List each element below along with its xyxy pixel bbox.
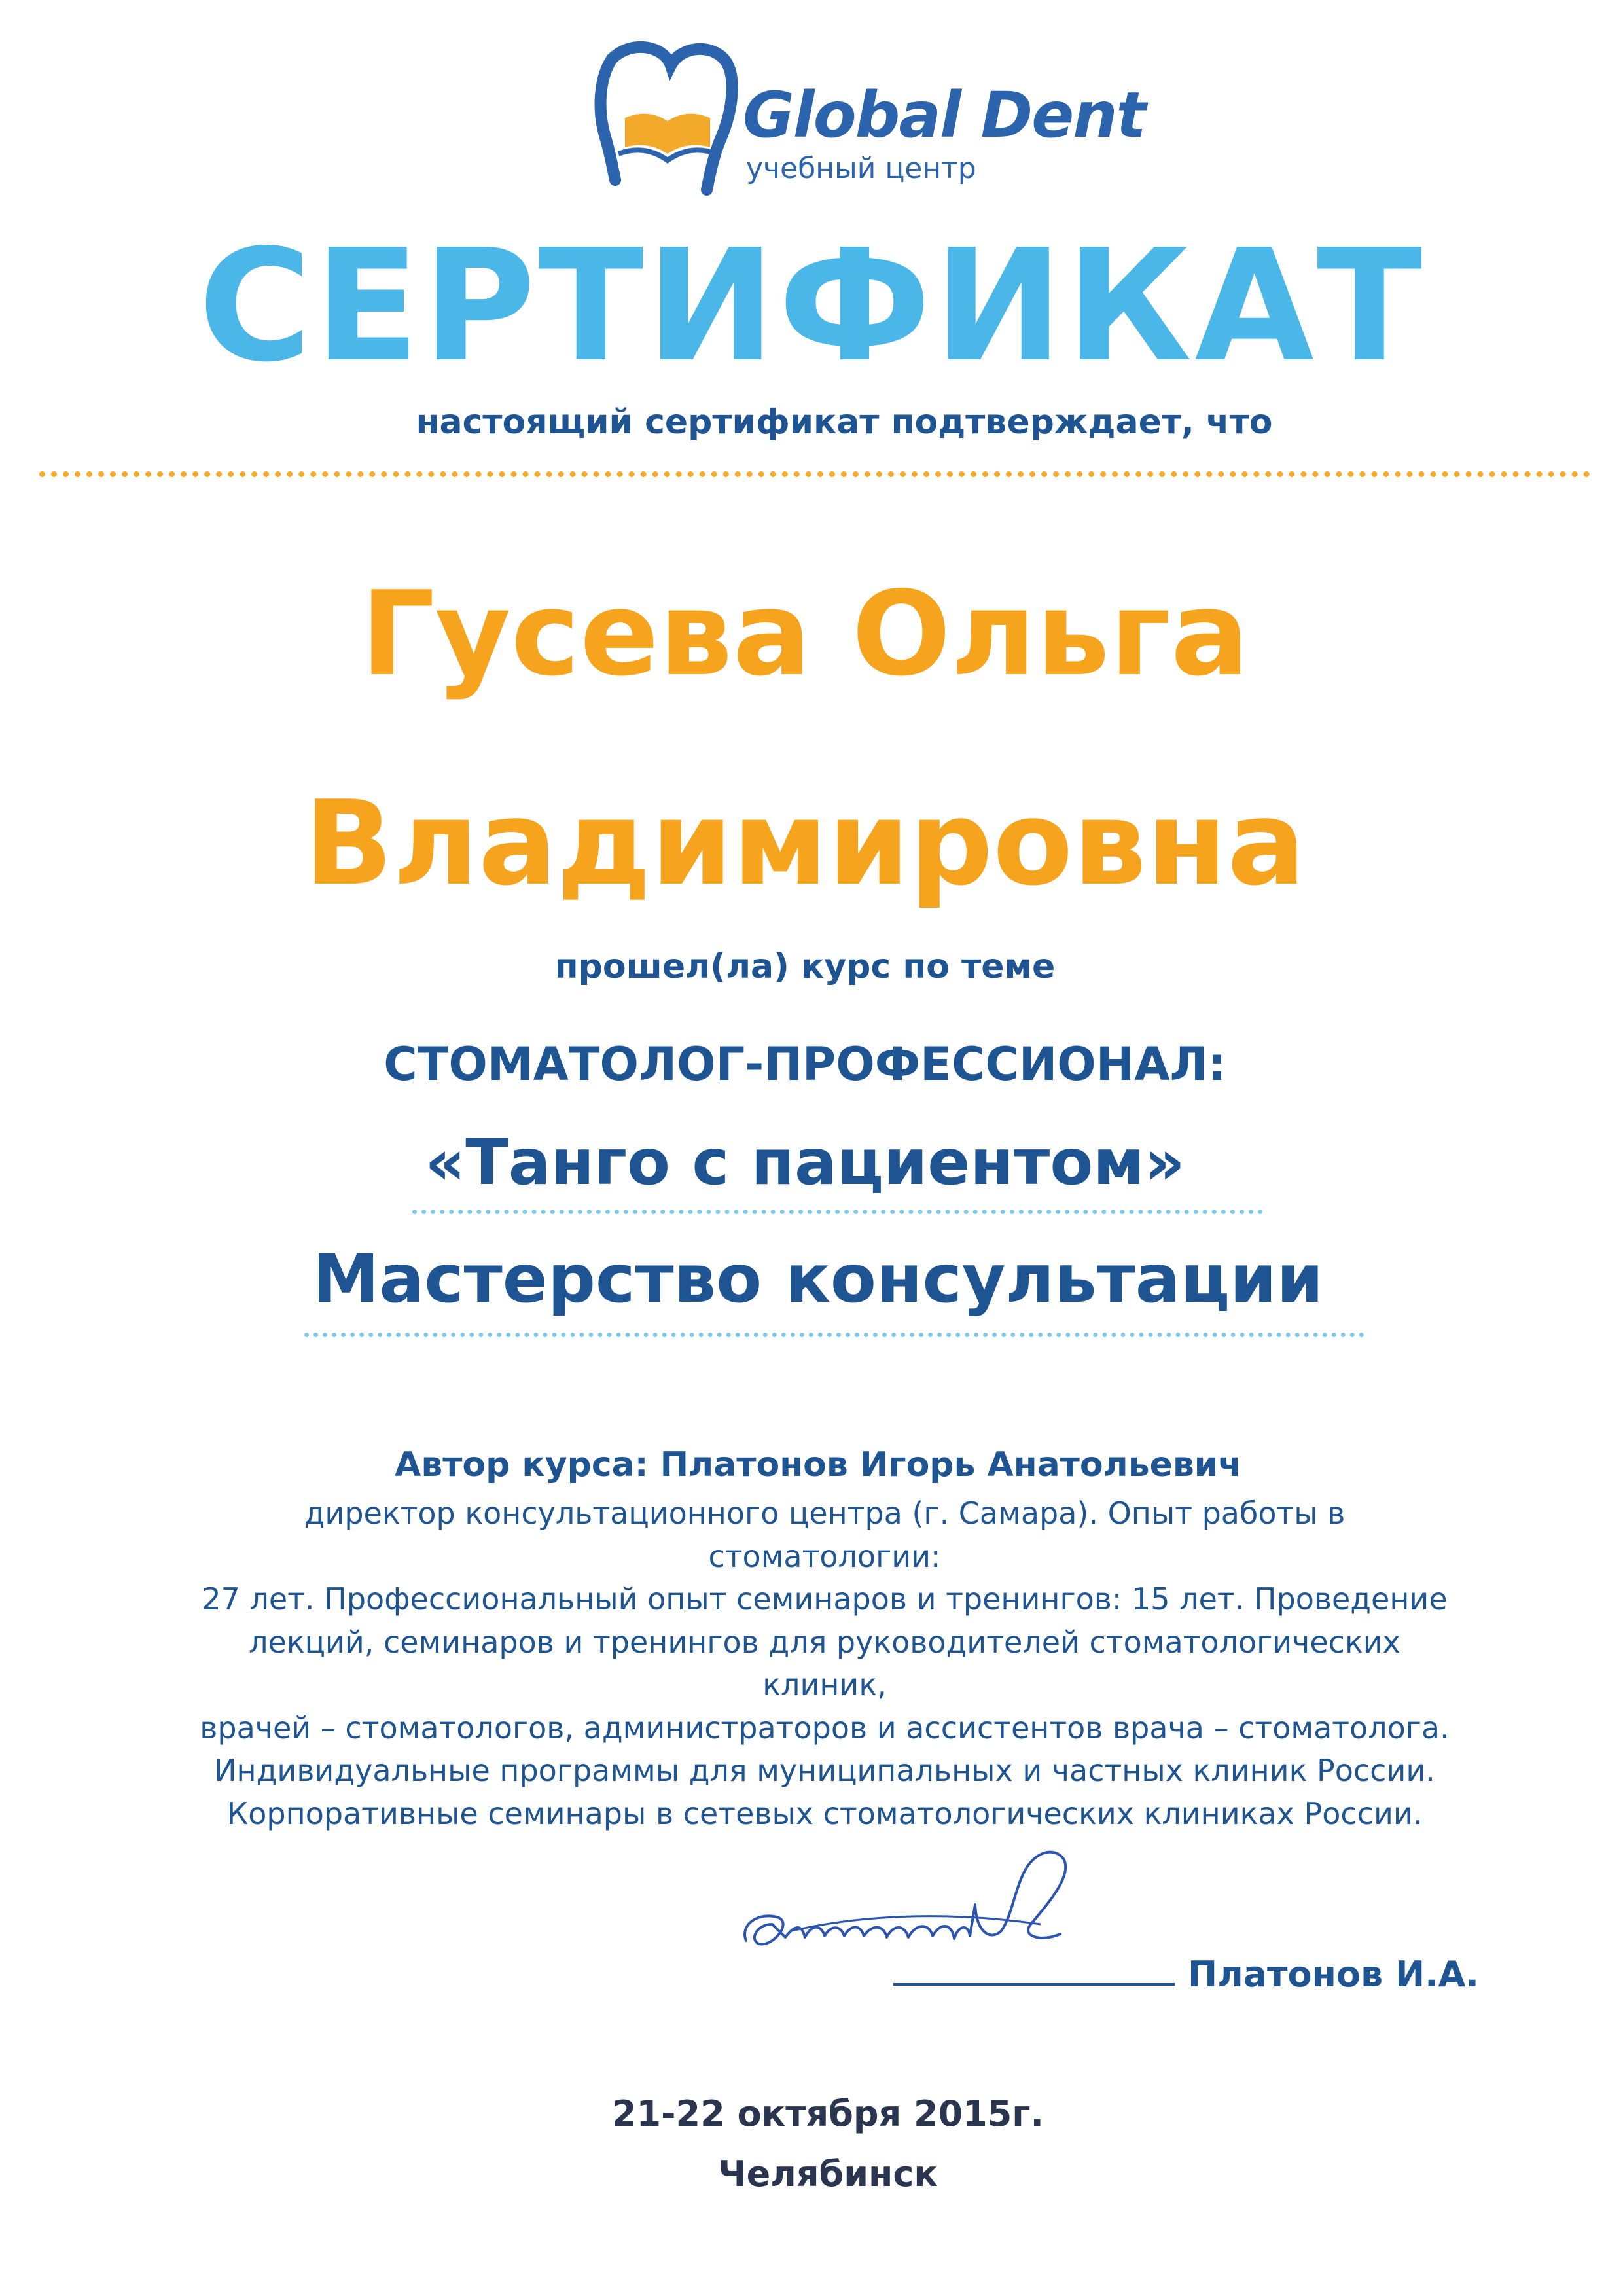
bio-line: директор консультационного центра (г. Самара). Опыт работы в стоматологии: <box>304 1496 1346 1574</box>
author-bio <box>183 1492 1466 1835</box>
dotted-divider-top <box>39 471 1590 477</box>
logo <box>586 33 1145 203</box>
course-subtitle: Мастерство консультации <box>312 1240 1324 1318</box>
bio-line: 27 лет. Профессиональный опыт семинаров и тренингов: 15 лет. Проведение <box>202 1581 1448 1617</box>
certificate-title: СЕРТИФИКАТ <box>198 216 1425 396</box>
brand-name: Global Dent <box>743 79 1145 152</box>
course-title: «Танго с пациентом» <box>425 1126 1185 1199</box>
certificate-city: Челябинск <box>718 2153 938 2195</box>
completed-text: прошел(ла) курс по теме <box>554 947 1056 986</box>
certificate-date: 21-22 октября 2015г. <box>611 2093 1044 2134</box>
recipient-name-line1: Гусева Ольга <box>361 566 1249 702</box>
dotted-divider-course-title <box>412 1210 1263 1214</box>
signer-name: Платонов И.А. <box>1188 1954 1479 1995</box>
tooth-book-icon <box>586 33 743 203</box>
bio-line: Индивидуальные программы для муниципальных и частных клиник России. <box>214 1753 1435 1788</box>
confirms-text: настоящий сертификат подтверждает, что <box>416 403 1273 442</box>
handwritten-signature <box>733 1826 1139 1996</box>
author-heading: Автор курса: Платонов Игорь Анатольевич <box>395 1445 1241 1484</box>
signature-line <box>893 1983 1175 1986</box>
bio-line: Корпоративные семинары в сетевых стоматологических клиниках России. <box>226 1795 1423 1831</box>
course-category: СТОМАТОЛОГ-ПРОФЕССИОНАЛ: <box>383 1037 1226 1091</box>
dotted-divider-course-subtitle <box>304 1333 1364 1337</box>
bio-line: лекций, семинаров и тренингов для руководителей стоматологических клиник, <box>249 1624 1400 1702</box>
recipient-name-line2: Владимировна <box>304 776 1306 911</box>
brand-tagline: учебный центр <box>746 152 976 185</box>
bio-line: врачей – стоматологов, администраторов и ассистентов врача – стоматолога. <box>200 1710 1450 1746</box>
